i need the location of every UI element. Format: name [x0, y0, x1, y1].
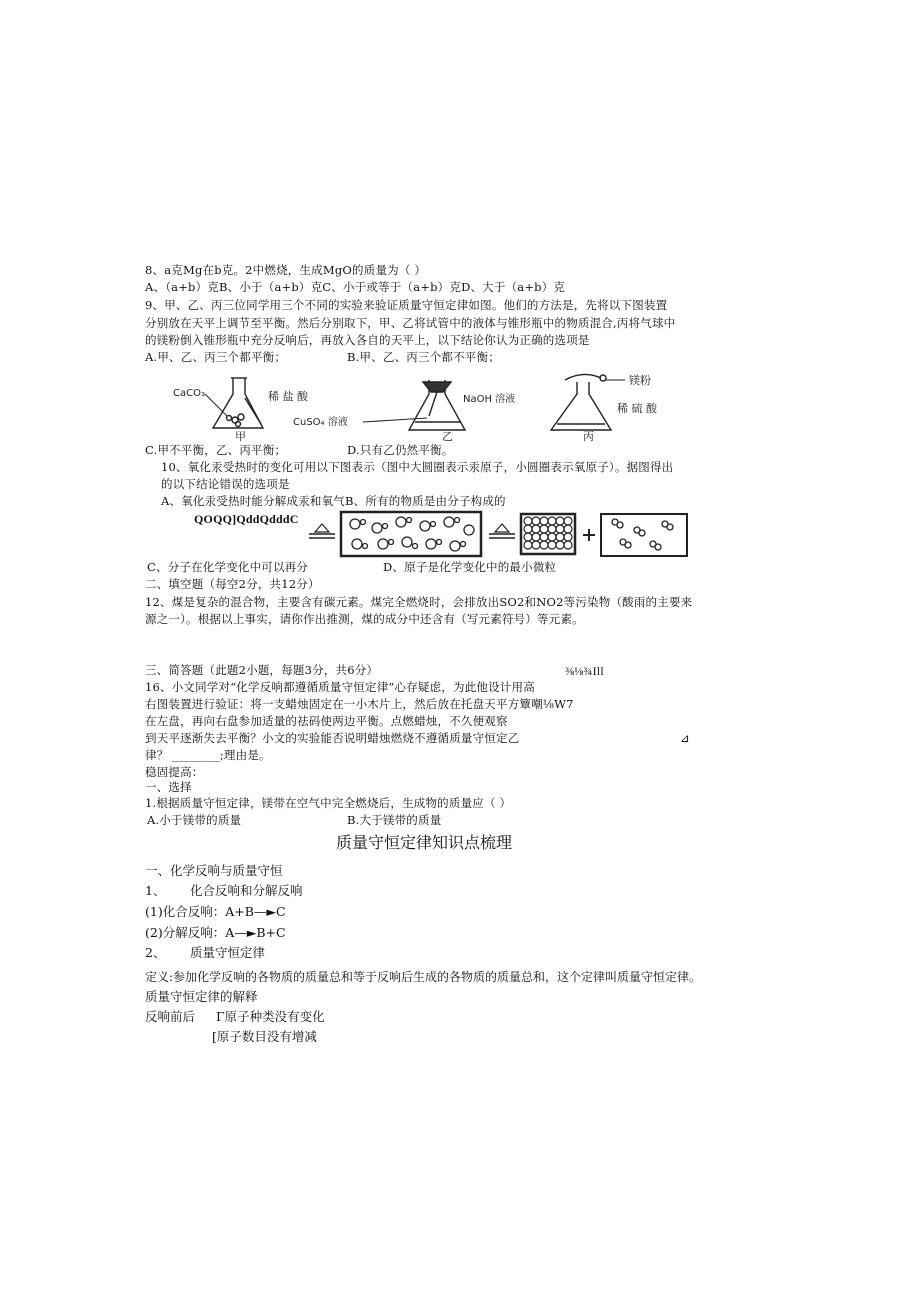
q8-stem: 8、a克Mg在b克。2中燃烧，生成MgO的质量为（ ）: [145, 263, 427, 277]
heat-arrow-2: [489, 534, 515, 538]
q12-line2: 源之一）。根据以上事实，请你作出推测，煤的成分中还含有（写元素符号）等元素。: [145, 612, 584, 626]
section2-heading: 二、填空题（每空2分，共12分）: [145, 577, 320, 591]
label-caco3: CaCO₃: [173, 388, 205, 399]
q16-line4: 到天平逐渐失去平衡？小文的实验能否说明蜡烛燃烧不遵循质量守恒定乙: [145, 731, 520, 745]
explain-heading: 质量守恒定律的解释: [145, 989, 258, 1004]
q9-flask-figure: [165, 370, 705, 442]
label-mg: 镁粉: [629, 374, 651, 387]
atom-count: [原子数目没有增减: [212, 1029, 317, 1044]
q9-line3: 的镁粉倒入锥形瓶中充分反响后，再放入各自的天平上，以下结论你认为正确的选项是: [145, 333, 590, 347]
q10-options-ab: A、氧化汞受热时能分解成汞和氧气B、所有的物质是由分子构成的: [161, 494, 506, 508]
q9-line2: 分别放在天平上调节至平衡。然后分别取下，甲、乙将试管中的液体与锥形瓶中的物质混合,丙将气球中: [145, 316, 676, 330]
item1-text: 化合反响和分解反响: [190, 883, 303, 898]
q10-line1: 10、氧化汞受热时的变化可用以下图表示（图中大圆圈表示汞原子，小圆圈表示氧原子）。据图得出: [161, 460, 674, 474]
q10-line2: 的以下结论错误的选项是: [161, 477, 290, 491]
caption-jia: 甲: [235, 430, 246, 442]
q1-option-a: A.小于镁带的质量: [147, 813, 242, 827]
improve-heading: 稳固提高：: [145, 765, 204, 779]
item2-text: 质量守恒定律: [190, 945, 266, 960]
q9-line1: 9、甲、乙、丙三位同学用三个不同的实验来验证质量守恒定律如图。他们的方法是，先将以下图装置: [145, 298, 668, 312]
flask-jia: [213, 378, 263, 428]
q9-option-b: B.甲、乙、丙三个都不平衡；: [347, 350, 500, 364]
garbled-text: ⅜⅛¾Ill: [565, 664, 604, 678]
label-hcl: 稀 盐 酸: [268, 390, 308, 403]
q9-option-a: A.甲、乙、丙三个都平衡；: [145, 350, 287, 364]
q10-option-d: D、原子是化学变化中的最小微粒: [383, 560, 557, 574]
q10-option-c: C、分子在化学变化中可以再分: [147, 560, 309, 574]
caption-bing: 丙: [583, 430, 594, 442]
summary-h1: 一、化学反响与质量守恒: [145, 863, 283, 878]
plus-sign: [583, 529, 595, 541]
q16-line2: 右图装置进行验证：将一支蜡烛固定在一小木片上，然后放在托盘天平方簟嘲⅛W7: [145, 697, 574, 711]
q16-line3: 在左盘，再向右盘参加适量的祛码使两边平衡。点燃蜡烛，不久便观察: [145, 714, 508, 728]
label-h2so4: 稀 硫 酸: [617, 402, 657, 415]
combine-reaction: (1)化合反响：A+B—►C: [145, 904, 286, 919]
q10-figure-text: QOQQ]QddQdddC: [194, 512, 299, 526]
q1-stem: 1.根据质量守恒定律，镁带在空气中完全燃烧后，生成物的质量应（ ）: [145, 796, 512, 810]
q12-line1: 12、煤是复杂的混合物，主要含有碳元素。煤完全燃烧时，会排放出SO2和NO2等污染物（酸雨的主要来: [145, 595, 693, 609]
hgo-molecules: [350, 517, 474, 551]
q1-option-b: B.大于镁带的质量: [347, 813, 442, 827]
q10-mercury-oxide-figure: [305, 508, 690, 560]
before-after-label: 反响前后: [145, 1009, 196, 1024]
summary-title: 质量守恒定律知识点梳理: [336, 833, 513, 852]
atom-kind: Γ原子种类没有变化: [216, 1009, 325, 1024]
q8-options: A、（a+b）克B、小于（a+b）克C、小于或等于（a+b）克D、大于（a+b）克: [145, 280, 566, 294]
heat-arrow-1: [309, 534, 335, 538]
select-heading: 一、选择: [145, 780, 192, 794]
section3-heading: 三、简答题（此题2小题，每题3分，共6分）: [145, 663, 379, 677]
item1-number: 1、: [145, 883, 166, 898]
label-naoh: NaOH 溶液: [463, 394, 516, 405]
q9-option-c: C.甲不平衡，乙、丙平衡；: [145, 443, 287, 457]
decompose-reaction: (2)分解反响：A—►B+C: [145, 925, 286, 940]
q16-triangle: ⊿: [680, 731, 690, 745]
q9-option-d: D.只有乙仍然平衡。: [347, 443, 454, 457]
q16-line1: 16、小文同学对“化学反响都遵循质量守恒定律”心存疑虑，为此他设计用高: [145, 680, 535, 694]
oxygen-molecules: [612, 519, 673, 550]
q16-line5: 律？ ________;理由是。: [145, 748, 271, 762]
flask-yi: [409, 380, 465, 430]
flask-bing: [551, 374, 611, 430]
label-cuso4: CuSO₄ 溶液: [293, 417, 348, 428]
item2-number: 2、: [145, 945, 166, 960]
pointer-caco3: [205, 394, 227, 416]
caption-yi: 乙: [442, 430, 453, 442]
definition: 定义:参加化学反响的各物质的质量总和等于反响后生成的各物质的质量总和，这个定律叫质量守恒定律。: [145, 970, 702, 984]
